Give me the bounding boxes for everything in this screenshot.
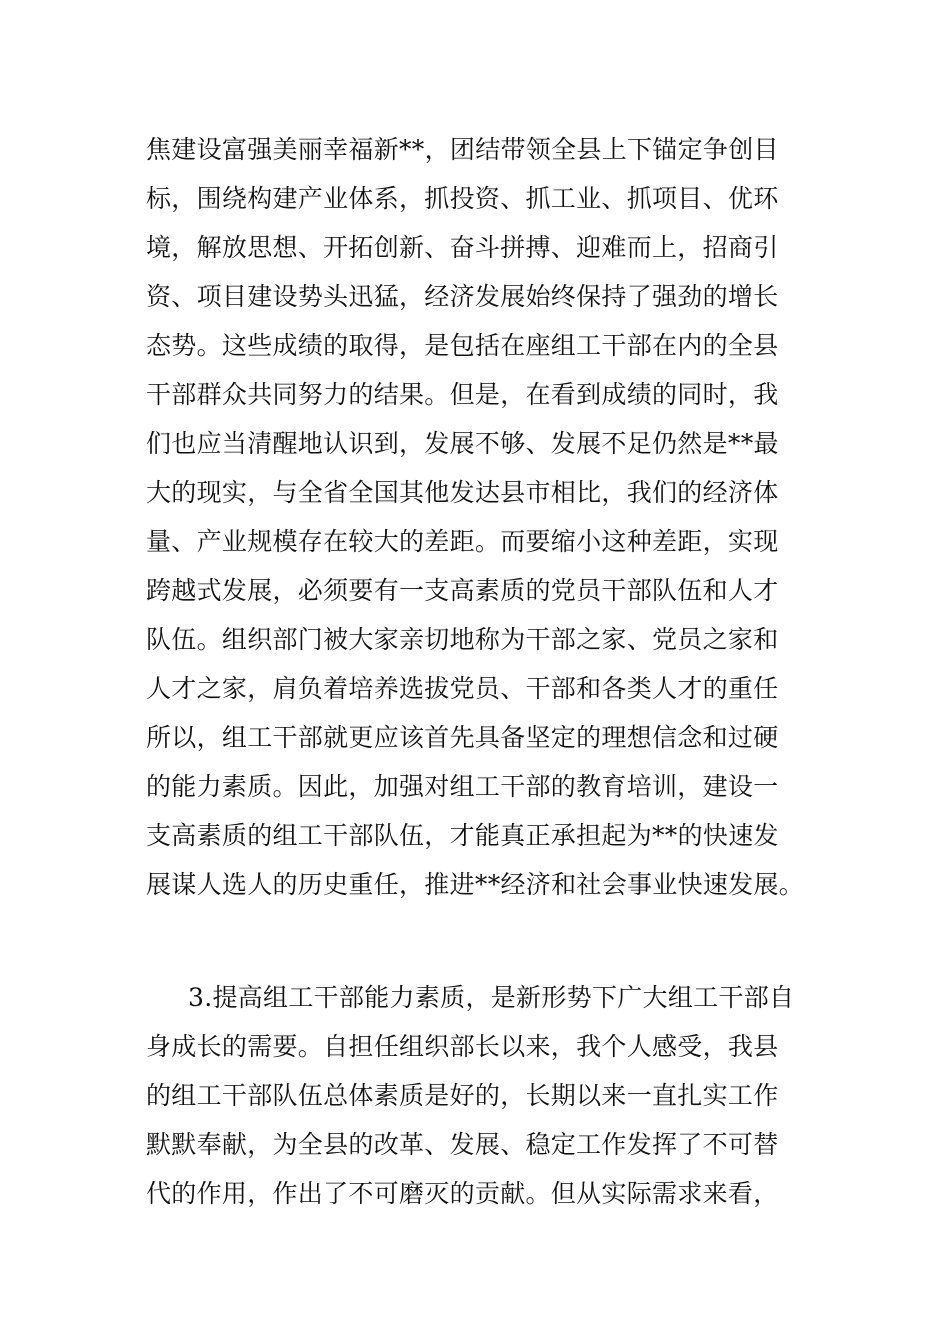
text-line: 展谋人选人的历史重任，推进**经济和社会事业快速发展。 xyxy=(146,870,805,899)
text-line: 们也应当清醒地认识到，发展不够、发展不足仍然是**最 xyxy=(146,429,779,458)
text-line: 代的作用，作出了不可磨灭的贡献。但从实际需求来看， xyxy=(146,1179,779,1208)
text-line: 焦建设富强美丽幸福新**，团结带领全县上下锚定争创目 xyxy=(146,135,779,164)
text-line: 的能力素质。因此，加强对组工干部的教育培训，建设一 xyxy=(146,772,779,801)
text-line: 的组工干部队伍总体素质是好的，长期以来一直扎实工作 xyxy=(146,1081,779,1110)
text-line: 队伍。组织部门被大家亲切地称为干部之家、党员之家和 xyxy=(146,625,779,654)
text-line: 跨越式发展，必须要有一支高素质的党员干部队伍和人才 xyxy=(146,576,779,605)
text-line: 人才之家，肩负着培养选拔党员、干部和各类人才的重任 xyxy=(146,674,779,703)
text-line: 身成长的需要。自担任组织部长以来，我个人感受，我县 xyxy=(146,1032,779,1061)
text-line: 境，解放思想、开拓创新、奋斗拼搏、迎难而上，招商引 xyxy=(146,233,779,262)
text-line: 3.提高组工干部能力素质，是新形势下广大组工干部自 xyxy=(188,983,795,1012)
text-line: 支高素质的组工干部队伍，才能真正承担起为**的快速发 xyxy=(146,821,779,850)
paragraph-body-2 xyxy=(146,973,846,1218)
text-line: 量、产业规模存在较大的差距。而要缩小这种差距，实现 xyxy=(146,527,779,556)
text-line: 大的现实，与全省全国其他发达县市相比，我们的经济体 xyxy=(146,478,779,507)
text-line: 所以，组工干部就更应该首先具备坚定的理想信念和过硬 xyxy=(146,723,779,752)
text-line: 干部群众共同努力的结果。但是，在看到成绩的同时，我 xyxy=(146,380,779,409)
text-line: 默默奉献，为全县的改革、发展、稳定工作发挥了不可替 xyxy=(146,1130,779,1159)
paragraph-body-1 xyxy=(146,125,846,909)
text-line: 标，围绕构建产业体系，抓投资、抓工业、抓项目、优环 xyxy=(146,184,779,213)
text-line: 态势。这些成绩的取得，是包括在座组工干部在内的全县 xyxy=(146,331,779,360)
text-line: 资、项目建设势头迅猛，经济发展始终保持了强劲的增长 xyxy=(146,282,779,311)
